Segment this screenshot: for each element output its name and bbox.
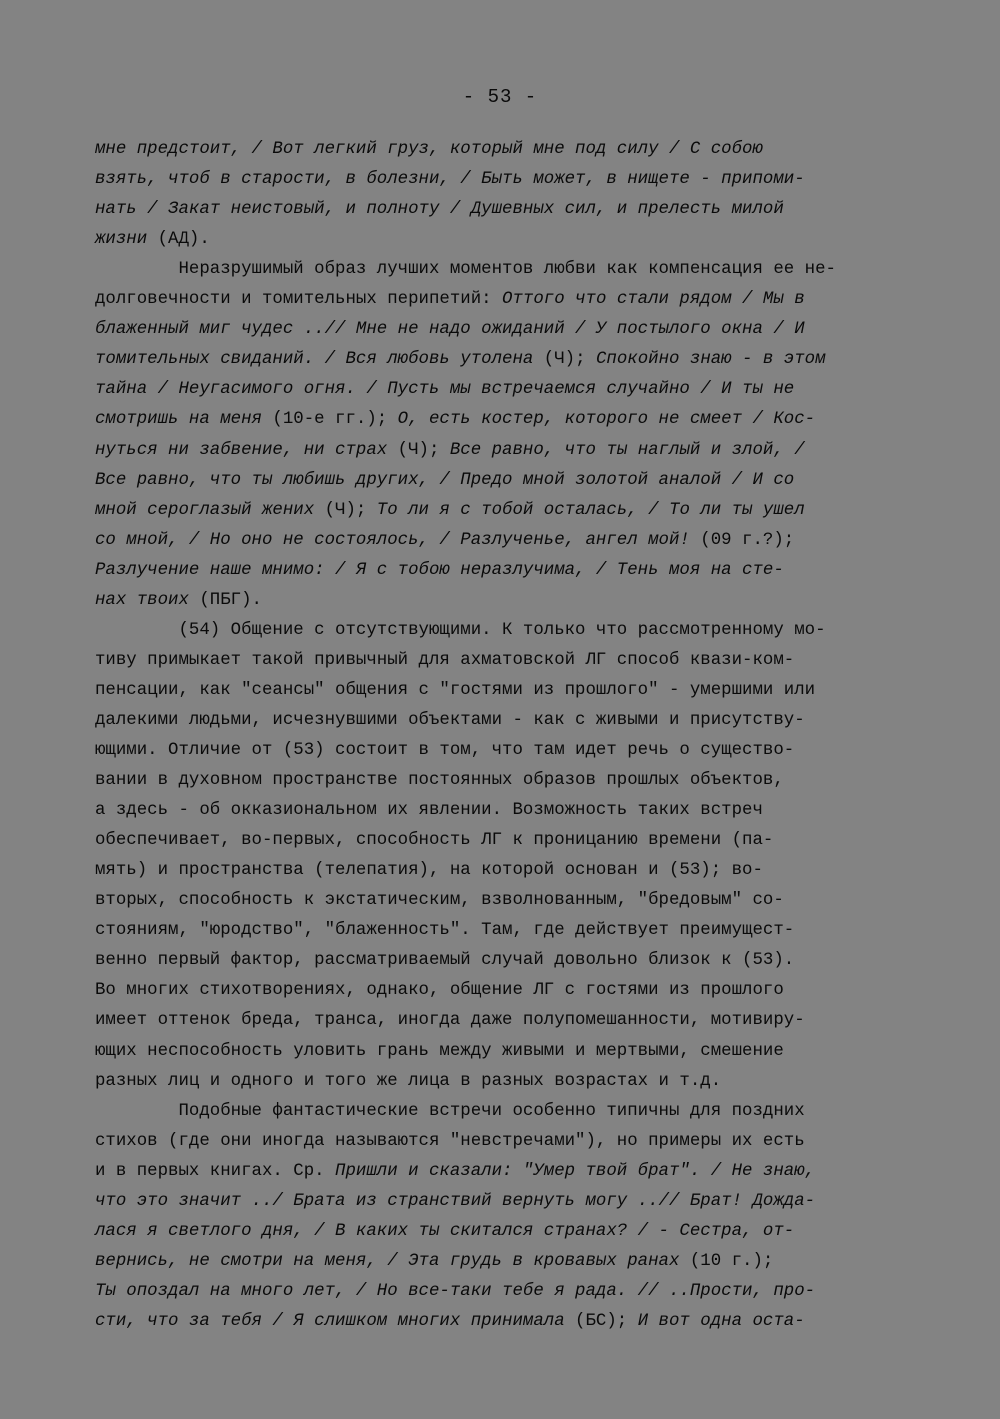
quoted-verse: жизни	[95, 230, 148, 250]
quoted-verse: сти, что за тебя / Я слишком многих принимала	[95, 1311, 565, 1331]
text-line	[95, 1247, 910, 1277]
quoted-verse: Все равно, что ты наглый и злой, /	[449, 440, 805, 460]
text-line	[95, 946, 910, 976]
quoted-verse: Все равно, что ты любишь других, / Предо мной золотой аналой / И со	[95, 470, 795, 490]
text-line	[95, 646, 910, 676]
quoted-verse: нуться ни забвение, ни страх	[95, 440, 388, 460]
body-text: (54) Общение с отсутствующими. К только что рассмотренному мо-	[95, 620, 826, 640]
body-text: вторых, способность к экстатическим, взволнованным, "бредовым" со-	[95, 891, 784, 911]
text-line	[95, 345, 910, 375]
body-text: (Ч);	[314, 500, 377, 520]
body-text: (09 г.?);	[689, 530, 795, 550]
text-line	[95, 1006, 910, 1036]
quoted-verse: И вот одна оста-	[637, 1311, 805, 1331]
text-line	[95, 916, 910, 946]
text-line	[95, 736, 910, 766]
text-line	[95, 436, 910, 466]
quoted-verse: мне предстоит, / Вот легкий груз, который мне под силу / С собою	[95, 140, 763, 159]
body-text: вании в духовном пространстве постоянных образов прошлых объектов,	[95, 771, 784, 791]
text-line	[95, 1157, 910, 1187]
page-number: - 53 -	[462, 86, 538, 108]
body-text: (10-е гг.);	[261, 410, 398, 430]
text-line	[95, 886, 910, 916]
body-text: Подобные фантастические встречи особенно типичны для поздних	[95, 1101, 805, 1121]
body-text: Во многих стихотворениях, однако, общение ЛГ с гостями из прошлого	[95, 981, 784, 1001]
body-text: а здесь - об окказиональном их явлении. Возможность таких встреч	[95, 801, 763, 821]
body-text: (Ч);	[533, 350, 596, 370]
quoted-verse: Пришли и сказали: "Умер твой брат". / Не знаю,	[335, 1161, 816, 1181]
text-line	[95, 255, 910, 285]
text-line	[95, 135, 910, 165]
body-text: пенсации, как "сеансы" общения с "гостями из прошлого" - умершими или	[95, 680, 816, 700]
body-text: разных лиц и одного и того же лица в разных возрастах и т.д.	[95, 1071, 722, 1091]
body-text: ющими. Отличие от (53) состоит в том, что там идет речь о существо-	[95, 741, 795, 760]
body-text: (АД).	[147, 230, 210, 250]
quoted-verse: смотришь на меня	[95, 410, 262, 430]
text-line	[95, 766, 910, 796]
text-line	[95, 706, 910, 736]
text-line	[95, 616, 910, 646]
body-text: долговечности и томительных перипетий:	[95, 290, 503, 310]
text-line	[95, 526, 910, 556]
text-line	[95, 285, 910, 315]
body-text: имеет оттенок бреда, транса, иногда даже полупомешанности, мотивиру-	[95, 1011, 805, 1031]
quoted-verse: То ли я с тобой осталась, / То ли ты ушел	[376, 500, 805, 520]
text-line	[95, 1037, 910, 1067]
text-line	[95, 496, 910, 526]
text-line	[95, 1097, 910, 1127]
quoted-verse: что это значит ../ Брата из странствий вернуть могу ..// Брат! Дожда-	[95, 1191, 816, 1211]
body-text: и в первых книгах. Ср.	[95, 1161, 336, 1181]
text-line	[95, 225, 910, 255]
text-line	[95, 676, 910, 706]
quoted-verse: лася я светлого дня, / В каких ты скитался странах? / - Сестра, от-	[95, 1221, 795, 1241]
quoted-verse: мной сероглазый жених	[95, 500, 315, 520]
quoted-verse: нах твоих	[95, 590, 189, 610]
quoted-verse: Спокойно знаю - в этом	[595, 350, 826, 370]
text-line	[95, 976, 910, 1006]
text-line	[95, 405, 910, 435]
body-text: тиву примыкает такой привычный для ахматовской ЛГ способ квази-ком-	[95, 650, 795, 670]
quoted-verse: Ты опоздал на много лет, / Но все-таки тебе я рада. // ..Прости, про-	[95, 1281, 816, 1301]
text-line	[95, 165, 910, 195]
quoted-verse: блаженный миг чудес ..// Мне не надо ожиданий / У постылого окна / И	[95, 320, 805, 340]
text-line	[95, 1217, 910, 1247]
body-text: венно первый фактор, рассматриваемый случай довольно близок к (53).	[95, 951, 795, 971]
text-line	[95, 466, 910, 496]
body-text: (10 г.);	[679, 1251, 774, 1271]
text-line	[95, 315, 910, 345]
quoted-verse: О, есть костер, которого не смеет / Кос-	[397, 410, 816, 430]
body-text: (ПБГ).	[188, 590, 262, 610]
text-line	[95, 856, 910, 886]
body-text: (БС);	[564, 1311, 638, 1331]
quoted-verse: со мной, / Но оно не состоялось, / Разлученье, ангел мой!	[95, 530, 690, 550]
quoted-verse: вернись, не смотри на меня, / Эта грудь в кровавых ранах	[95, 1251, 680, 1271]
text-line	[95, 1307, 910, 1337]
quoted-verse: тайна / Неугасимого огня. / Пусть мы встречаемся случайно / И ты не	[95, 380, 795, 400]
body-text: Неразрушимый образ лучших моментов любви как компенсация ее не-	[95, 260, 836, 280]
text-line	[95, 1127, 910, 1157]
text-line	[95, 375, 910, 405]
quoted-verse: взять, чтоб в старости, в болезни, / Быть может, в нищете - припоми-	[95, 170, 805, 190]
text-line	[95, 1187, 910, 1217]
body-text: стояниям, "юродство", "блаженность". Там, где действует преимущест-	[95, 921, 795, 941]
quoted-verse: нать / Закат неистовый, и полноту / Душевных сил, и прелесть милой	[95, 200, 784, 220]
text-line	[95, 1067, 910, 1097]
text-line	[95, 556, 910, 586]
body-text: стихов (где они иногда называются "невстречами"), но примеры их есть	[95, 1131, 805, 1151]
text-line	[95, 796, 910, 826]
body-text: ющих неспособность уловить грань между живыми и мертвыми, смешение	[95, 1041, 784, 1061]
text-line	[95, 1277, 910, 1307]
body-text: мять) и пространства (телепатия), на которой основан и (53); во-	[95, 861, 763, 881]
text-line	[95, 195, 910, 225]
quoted-verse: томительных свиданий. / Вся любовь утолена	[95, 350, 534, 370]
text-line	[95, 586, 910, 616]
text-line	[95, 826, 910, 856]
quoted-verse: Оттого что стали рядом / Мы в	[502, 290, 805, 310]
quoted-verse: Разлучение наше мнимо: / Я с тобою неразлучима, / Тень моя на сте-	[95, 560, 784, 580]
body-text: (Ч);	[387, 440, 450, 460]
body-text: далекими людьми, исчезнувшими объектами - как с живыми и присутству-	[95, 710, 805, 730]
body-text: обеспечивает, во-первых, способность ЛГ к проницанию времени (па-	[95, 831, 774, 851]
